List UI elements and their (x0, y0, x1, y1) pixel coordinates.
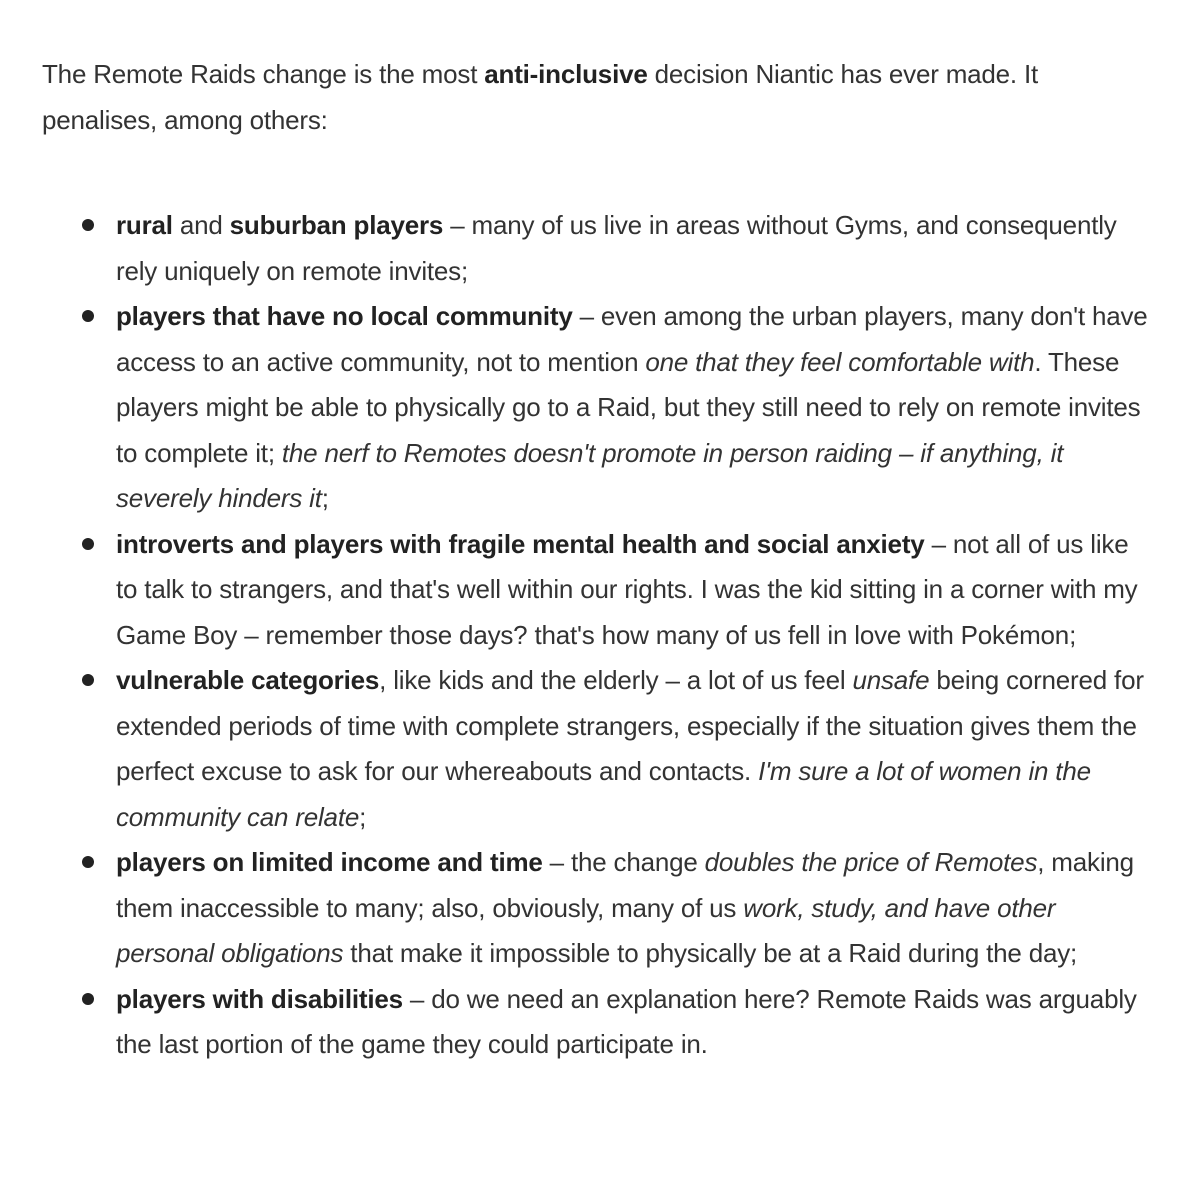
item-text: . These players might be able to physically go to a Raid, but they still need to rely on remote invites to complete it; (116, 346, 1141, 468)
bullet-icon (82, 674, 94, 686)
item-italic: one that they feel comfortable with (645, 346, 1035, 377)
item-text: that make it impossible to physically be at a Raid during the day; (343, 938, 1078, 968)
item-bold-heading: players on limited income and time (116, 847, 543, 877)
bullet-icon (82, 856, 94, 868)
bullet-icon (82, 993, 94, 1005)
list-item-limited-income (42, 840, 1152, 977)
intro-text-1: The Remote Raids change is the most (42, 59, 485, 89)
item-italic: doubles the price of Remotes (704, 847, 1038, 877)
item-text: ; (359, 801, 367, 832)
item-text: and (172, 210, 230, 240)
item-italic: work, study, and have other personal obligations (116, 892, 1056, 968)
item-italic: the nerf to Remotes doesn't promote in person raiding – if anything, it severely hinders it (116, 437, 1064, 513)
item-text: being cornered for extended periods of time with complete strangers, especially if the situation gives them the perfect excuse to ask for our whereabouts and contacts. (116, 665, 1144, 786)
item-text: ; (321, 483, 329, 513)
list-item-disabilities (42, 977, 1152, 1068)
bullet-icon (82, 219, 94, 231)
item-bold-heading: vulnerable categories (116, 665, 380, 695)
list-item-rural-suburban (42, 203, 1152, 294)
list-item-introverts (42, 522, 1152, 659)
item-bold-heading: players with disabilities (116, 983, 403, 1014)
article-body (42, 52, 1152, 1068)
item-text: – many of us live in areas without Gyms, and consequently rely uniquely on remote invites; (116, 210, 1117, 286)
intro-emphasis: anti-inclusive (484, 59, 648, 89)
intro-paragraph (42, 52, 1152, 143)
item-italic: unsafe (852, 665, 930, 695)
item-bold-rural: rural (116, 210, 173, 240)
item-text: – do we need an explanation here? Remote Raids was arguably the last portion of the game they could participate in. (116, 983, 1137, 1059)
item-text: – even among the urban players, many don't have access to an active community, not to mention (116, 301, 1148, 377)
item-text: – the change (542, 847, 705, 877)
bullet-icon (82, 310, 94, 322)
item-text: – not all of us like to talk to strangers, and that's well within our rights. I was the kid sitting in a corner with my Game Boy – remember those days? that's how many of us fell in love with Pokémon; (116, 528, 1138, 650)
item-bold-heading: players that have no local community (116, 301, 573, 331)
intro-text-2: decision Niantic has ever made. It penalises, among others: (42, 59, 1039, 135)
item-bold-suburban: suburban players (229, 210, 444, 240)
item-text: , like kids and the elderly – a lot of us feel (379, 665, 853, 695)
item-bold-heading: introverts and players with fragile mental health and social anxiety (116, 528, 925, 559)
item-text: , making them inaccessible to many; also, obviously, many of us (116, 847, 1134, 923)
item-italic: I'm sure a lot of women in the community can relate (116, 756, 1091, 832)
affected-groups-list (42, 203, 1152, 1068)
list-item-no-local-community (42, 294, 1152, 522)
list-item-vulnerable-categories (42, 658, 1152, 840)
bullet-icon (82, 538, 94, 550)
